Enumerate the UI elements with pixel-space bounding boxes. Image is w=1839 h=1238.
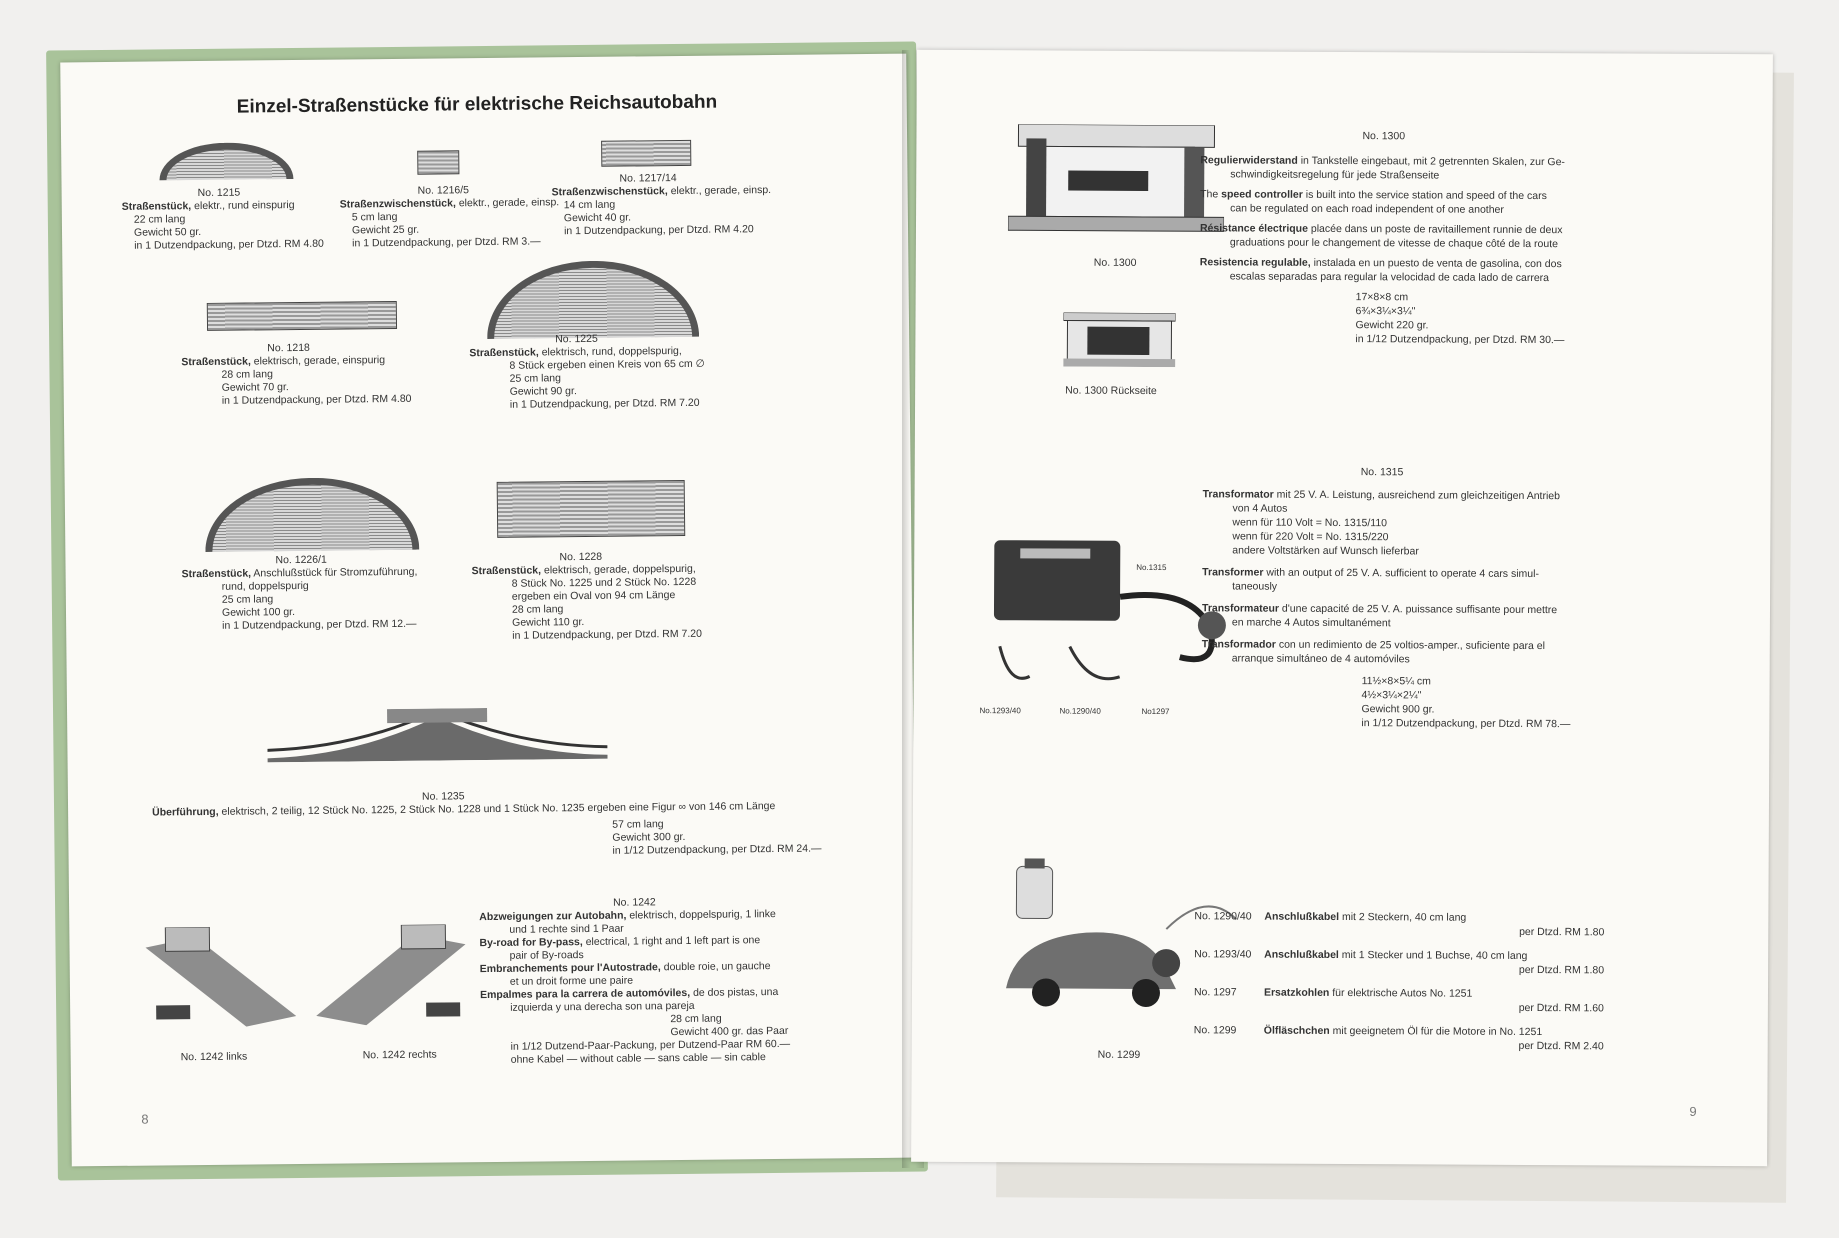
caption-1300-rueckseite: No. 1300 Rückseite — [1065, 384, 1157, 398]
left-page — [60, 54, 918, 1167]
item-name: Ersatzkohlen — [1263, 986, 1330, 999]
item-number: No. 1226/1 — [275, 553, 327, 567]
item-line: in 1 Dutzendpackung, per Dtzd. RM 3.— — [352, 235, 541, 250]
item-line: can be regulated on each road independent of one another — [1230, 202, 1504, 216]
item-line: Gewicht 400 gr. das Paar — [670, 1024, 789, 1039]
item-desc: de dos pistas, una — [692, 985, 779, 999]
item-line: in 1/12 Dutzend-Paar-Packung, per Dutzend-Paar RM 60.— — [510, 1037, 791, 1053]
item-number: No. 1228 — [559, 550, 603, 564]
item-1315-number: No. 1315 — [1360, 466, 1404, 479]
item-line: escalas separadas para regular la velocidad de cada lado de carrera — [1229, 270, 1550, 285]
item-line: taneously — [1232, 580, 1278, 593]
item-price: per Dtzd. RM 2.40 — [1518, 1039, 1604, 1053]
item-line: 28 cm lang — [670, 1012, 722, 1026]
item-name: Transformador — [1201, 638, 1276, 651]
item-1300-number: No. 1300 — [1362, 130, 1406, 143]
item-1218 — [181, 341, 411, 408]
item-line: 5 cm lang — [351, 210, 398, 224]
item-desc: is built into the service station and speed of the cars — [1305, 188, 1547, 203]
accessory-1293 — [1194, 947, 1604, 977]
item-name: Straßenstück, — [181, 567, 252, 581]
item-desc: elektr., gerade, einsp. — [458, 196, 560, 210]
item-name: Anschlußkabel — [1264, 910, 1340, 923]
item-line: Gewicht 40 gr. — [563, 211, 632, 225]
item-line: 25 cm lang — [221, 593, 274, 606]
item-line: 4½×3¼×2¼" — [1361, 689, 1422, 702]
item-line: Gewicht 900 gr. — [1361, 703, 1435, 716]
item-desc: elektrisch, doppelspurig, 1 linke — [629, 908, 776, 922]
item-number: No. 1290/40 — [1194, 910, 1252, 923]
item-line: 22 cm lang — [133, 213, 186, 226]
item-line: Gewicht 70 gr. — [221, 381, 289, 394]
item-number: No. 1225 — [555, 332, 598, 346]
item-line: Gewicht 300 gr. — [612, 830, 686, 844]
label-1297: No1297 — [1141, 706, 1170, 717]
item-line: von 4 Autos — [1232, 502, 1288, 515]
item-desc: mit 2 Steckern, 40 cm lang — [1341, 911, 1467, 924]
item-line: rund, doppelspurig — [221, 579, 309, 593]
item-1315-descriptions — [1201, 487, 1602, 731]
item-name: speed controller — [1221, 188, 1303, 201]
item-name: Transformer — [1202, 566, 1264, 579]
item-line: izquierda y una derecha son una pareja — [510, 999, 695, 1014]
item-desc: placée dans un poste de ravitaillement runnie de deux — [1310, 222, 1563, 237]
item-line: 8 Stück ergeben einen Kreis von 65 cm ∅ — [509, 357, 705, 372]
item-number: No. 1297 — [1193, 986, 1237, 999]
track-1216-illustration — [417, 150, 459, 174]
item-line: in 1 Dutzendpackung, per Dtzd. RM 4.80 — [221, 392, 412, 407]
item-line: Gewicht 220 gr. — [1355, 319, 1429, 332]
item-line: ergeben ein Oval von 94 cm Länge — [511, 589, 676, 603]
track-1218-illustration — [207, 301, 397, 331]
page-number-left: 8 — [141, 1111, 149, 1127]
right-page — [911, 50, 1773, 1166]
desc-de — [1200, 153, 1600, 183]
item-desc: The — [1200, 188, 1219, 201]
item-name: Ölfläschchen — [1263, 1024, 1330, 1037]
item-desc: elektrisch, 2 teilig, 12 Stück No. 1225, 2 Stück No. 1228 und 1 Stück No. 1235 ergeben eine Figur ∞ von 146 cm Länge — [221, 800, 776, 818]
item-desc: elektrisch, gerade, einspurig — [253, 354, 386, 368]
item-line: 17×8×8 cm — [1355, 291, 1409, 304]
item-line: und 1 rechte sind 1 Paar — [509, 922, 624, 936]
item-desc: electrical, 1 right and 1 left part is one — [585, 934, 761, 949]
caption-1300: No. 1300 — [1093, 256, 1137, 269]
item-desc: with an output of 25 V. A. sufficient to operate 4 cars simul- — [1266, 566, 1539, 581]
item-1235 — [152, 787, 822, 863]
item-line: in 1 Dutzendpackung, per Dtzd. RM 4.80 — [134, 237, 324, 252]
item-1225 — [469, 332, 705, 412]
item-1215 — [122, 186, 324, 253]
item-line: Gewicht 100 gr. — [221, 606, 296, 619]
item-name: Straßenzwischenstück, — [339, 197, 456, 211]
accessory-1290 — [1194, 909, 1604, 939]
track-1228-illustration — [497, 480, 686, 538]
item-number: No. 1217/14 — [619, 172, 677, 185]
caption-1242-links: No. 1242 links — [180, 1050, 248, 1064]
item-name: By-road for By-pass, — [479, 936, 583, 950]
item-price: per Dtzd. RM 1.80 — [1519, 925, 1605, 939]
page-number-right: 9 — [1689, 1103, 1697, 1119]
item-desc: elektr., rund einspurig — [194, 199, 295, 213]
overpass-1235-illustration — [267, 707, 608, 763]
item-line: 28 cm lang — [511, 603, 564, 616]
item-desc: elektrisch, rund, doppelspurig, — [541, 344, 682, 359]
item-line: wenn für 220 Volt = No. 1315/220 — [1232, 530, 1389, 544]
item-line: in 1/12 Dutzendpackung, per Dtzd. RM 30.— — [1355, 333, 1565, 347]
page-title: Einzel-Straßenstücke für elektrische Reichsautobahn — [236, 91, 718, 118]
item-name: Straßenstück, — [121, 200, 192, 213]
item-name: Straßenstück, — [469, 346, 539, 360]
label-1290: No.1290/40 — [1059, 706, 1101, 716]
item-number: No. 1293/40 — [1194, 948, 1252, 961]
item-line: 25 cm lang — [509, 372, 562, 385]
item-name: Regulierwiderstand — [1200, 154, 1298, 167]
item-line: Gewicht 90 gr. — [509, 385, 577, 398]
item-line: Gewicht 25 gr. — [351, 223, 420, 237]
item-line: in 1 Dutzendpackung, per Dtzd. RM 7.20 — [509, 396, 700, 411]
item-name: Résistance électrique — [1199, 222, 1308, 235]
item-name: Resistencia regulable, — [1199, 256, 1311, 269]
item-price: per Dtzd. RM 1.80 — [1518, 963, 1605, 977]
item-1242 — [479, 895, 790, 1067]
item-desc: d'une capacité de 25 V. A. puissance suffisante pour mettre — [1281, 602, 1558, 617]
item-line: 28 cm lang — [221, 368, 273, 381]
caption-1299: No. 1299 — [1097, 1048, 1141, 1061]
caption-1242-rechts: No. 1242 rechts — [362, 1048, 437, 1062]
item-desc: double roie, un gauche — [663, 960, 771, 974]
item-name: Überführung, — [152, 805, 219, 819]
item-1216 — [340, 183, 560, 250]
item-line: graduations pour le changement de vitesse de chaque côté de la route — [1229, 236, 1559, 251]
item-number: No. 1216/5 — [417, 184, 470, 197]
item-line: Gewicht 110 gr. — [512, 616, 585, 629]
item-1315-specs — [1201, 673, 1601, 731]
item-desc: in Tankstelle eingebaut, mit 2 getrennten Skalen, zur Ge- — [1300, 154, 1565, 169]
item-1300-descriptions — [1199, 153, 1600, 347]
accessory-1297 — [1194, 985, 1604, 1015]
accessory-1299 — [1194, 1023, 1604, 1053]
item-line: 8 Stück No. 1225 und 2 Stück No. 1228 — [511, 575, 697, 590]
item-desc: mit 1 Stecker und 1 Buchse, 40 cm lang — [1341, 949, 1528, 962]
item-name: Straßenstück, — [181, 355, 251, 369]
label-1293: No.1293/40 — [979, 706, 1021, 716]
item-line: in 1 Dutzendpackung, per Dtzd. RM 7.20 — [512, 627, 703, 642]
item-number: No. 1218 — [267, 341, 310, 355]
item-number: No. 1235 — [421, 790, 465, 803]
item-line: arranque simultáneo de 4 automóviles — [1231, 652, 1410, 666]
item-desc: mit 25 V. A. Leistung, ausreichend zum gleichzeitigen Antrieb — [1276, 488, 1561, 503]
item-name: Straßenzwischenstück, — [551, 185, 668, 199]
track-1226-illustration — [205, 477, 420, 552]
item-line: 57 cm lang — [612, 818, 664, 831]
item-number: No. 1215 — [197, 186, 241, 200]
item-line: 6¾×3¼×3¼" — [1355, 305, 1416, 318]
label-1315: No.1315 — [1136, 562, 1167, 573]
item-number: No. 1242 — [613, 896, 656, 909]
item-name: Transformateur — [1201, 602, 1280, 615]
tank-station-illustration — [1008, 124, 1225, 237]
item-line: andere Voltstärken auf Wunsch lieferbar — [1232, 544, 1419, 558]
item-line: 11½×8×5¼ cm — [1361, 675, 1431, 688]
item-name: Anschlußkabel — [1264, 948, 1339, 961]
item-1228 — [471, 550, 702, 643]
tank-station-back-illustration — [1063, 313, 1175, 368]
item-name: Empalmes para la carrera de automóviles, — [479, 986, 691, 1002]
item-line: in 1/12 Dutzendpackung, per Dtzd. RM 24.— — [612, 842, 822, 857]
item-desc: mit geeignetem Öl für die Motore in No. 1251 — [1332, 1024, 1543, 1039]
item-desc: für elektrische Autos No. 1251 — [1332, 986, 1473, 1000]
item-desc: elektr., gerade, einsp. — [670, 184, 772, 198]
item-line: pair of By-roads — [509, 949, 584, 962]
item-1300-specs — [1199, 289, 1599, 347]
junction-right-illustration — [315, 924, 476, 1026]
item-name: Embranchements pour l'Autostrade, — [479, 961, 661, 976]
item-line: en marche 4 Autos simultanément — [1231, 616, 1391, 630]
junction-left-illustration — [135, 926, 296, 1028]
item-line: 14 cm lang — [563, 198, 616, 212]
item-line: in 1/12 Dutzendpackung, per Dtzd. RM 78.— — [1361, 717, 1571, 731]
item-line: wenn für 110 Volt = No. 1315/110 — [1232, 516, 1388, 530]
item-desc: instalada en un puesto de venta de gasolina, con dos — [1313, 256, 1562, 271]
item-desc: con un redimiento de 25 voltios-amper., suficiente para el — [1278, 638, 1546, 653]
item-name: Abzweigungen zur Autobahn, — [479, 909, 627, 924]
item-desc: Anschlußstück für Stromzuführung, — [253, 565, 418, 580]
track-1215-illustration — [159, 142, 293, 180]
track-1217-illustration — [601, 140, 691, 167]
accessories-list — [1194, 909, 1605, 1053]
desc-en — [1200, 187, 1600, 217]
item-price: per Dtzd. RM 1.60 — [1518, 1001, 1604, 1015]
item-line: in 1 Dutzendpackung, per Dtzd. RM 12.— — [222, 617, 417, 632]
item-1217 — [551, 171, 771, 238]
item-line: ohne Kabel — without cable — sans cable — sin cable — [510, 1051, 766, 1066]
item-line: schwindigkeitsregelung für jede Straßenseite — [1230, 168, 1440, 182]
desc-fr — [1200, 221, 1600, 251]
item-name: Straßenstück, — [471, 564, 542, 578]
item-line: Gewicht 50 gr. — [133, 225, 202, 239]
item-1226 — [181, 553, 418, 633]
item-line: et un droit forme une paire — [509, 974, 634, 988]
item-desc: elektrisch, gerade, doppelspurig, — [543, 562, 696, 577]
desc-es — [1200, 255, 1600, 285]
item-line: in 1 Dutzendpackung, per Dtzd. RM 4.20 — [563, 223, 754, 238]
track-1225-illustration — [486, 260, 699, 339]
item-number: No. 1299 — [1193, 1024, 1237, 1037]
item-name: Transformator — [1202, 488, 1274, 501]
